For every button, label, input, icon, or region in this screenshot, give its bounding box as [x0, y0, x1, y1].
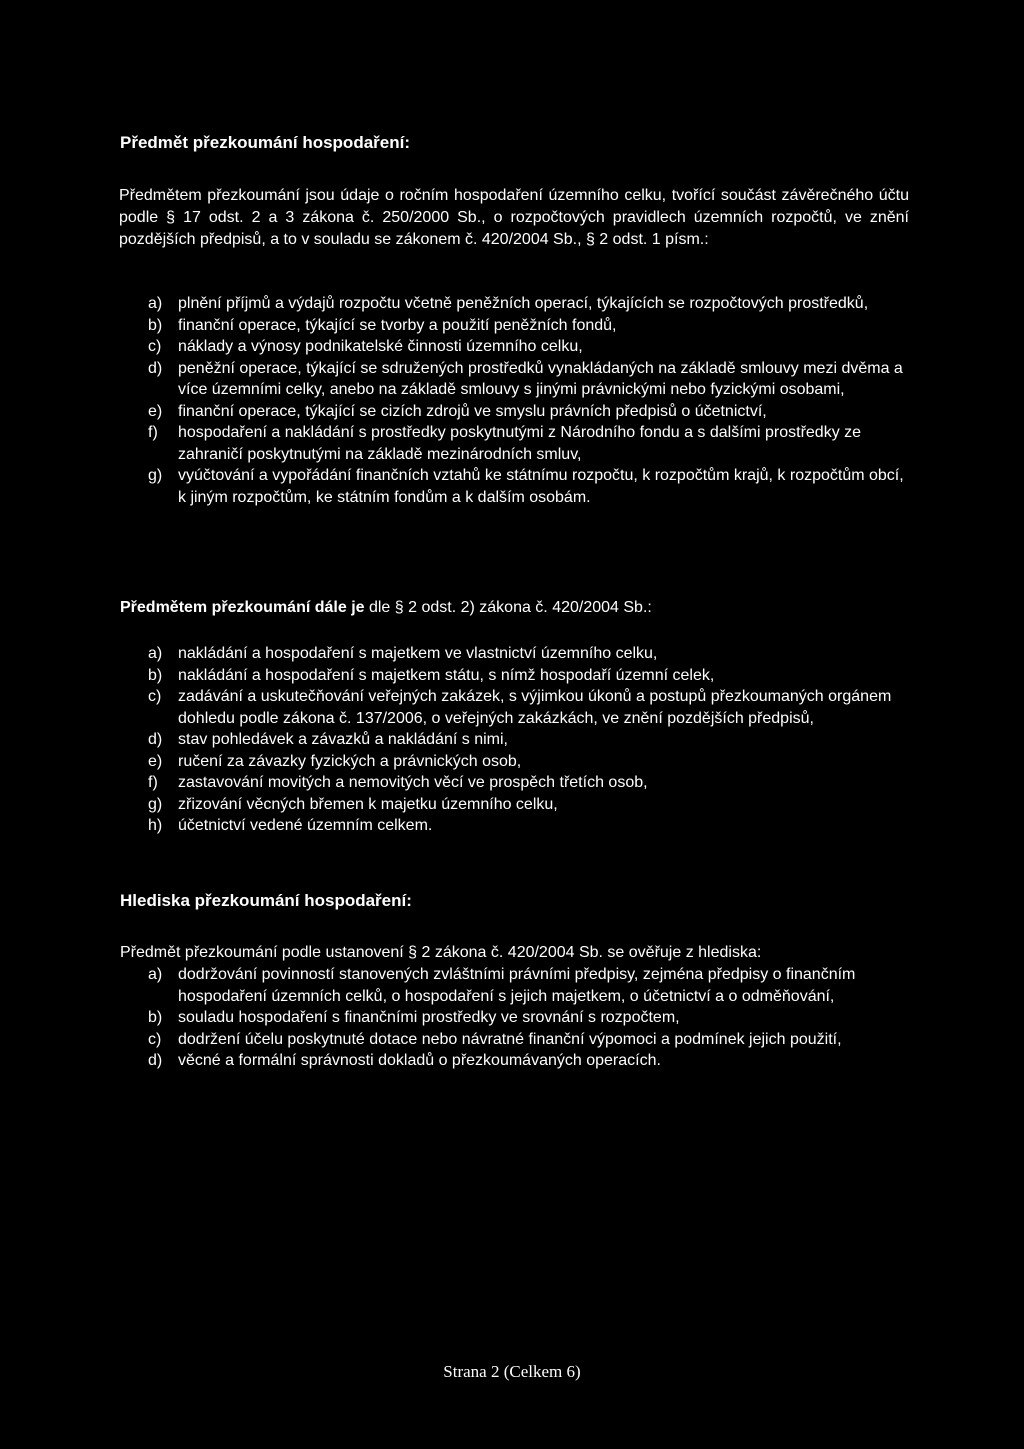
list-item-text: zadávání a uskutečňování veřejných zakázek, s výjimkou úkonů a postupů přezkoumaných orgánem dohledu podle zákona č. 137/2006, o veřejných zakázkách, ve znění pozdějších předpisů, [178, 688, 892, 727]
list-marker: d) [148, 359, 163, 377]
subject-list [0, 293, 908, 508]
list-item [0, 1007, 908, 1029]
list-item [0, 815, 908, 837]
list-item [0, 794, 908, 816]
list-item [0, 465, 908, 508]
list-item [0, 772, 908, 794]
list-item [0, 1050, 908, 1072]
list-marker: c) [148, 1030, 162, 1048]
list-item-text: dodržení účelu poskytnuté dotace nebo návratné finanční výpomoci a podmínek jejich použití, [178, 1030, 842, 1048]
list-marker: d) [148, 731, 163, 748]
list-item [0, 401, 908, 423]
further-subject-list [0, 643, 908, 837]
section-heading-aspects: Hlediska přezkoumání hospodaření: [120, 891, 412, 910]
list-marker: g) [148, 467, 163, 484]
list-item-text: plnění příjmů a výdajů rozpočtu včetně peněžních operací, týkajících se rozpočtových prostředků, [178, 295, 869, 312]
list-marker: a) [148, 295, 163, 312]
list-item-text: nakládání a hospodaření s majetkem státu, s nímž hospodaří územní celek, [178, 666, 715, 684]
list-item-text: zastavování movitých a nemovitých věcí ve prospěch třetích osob, [178, 774, 648, 791]
list-item [0, 1029, 908, 1051]
list-marker: e) [148, 752, 163, 770]
list-marker: c) [148, 338, 162, 355]
list-item [0, 665, 908, 687]
list-item [0, 358, 908, 401]
list-marker: d) [148, 1052, 163, 1069]
intro-rest-text: dle § 2 odst. 2) zákona č. 420/2004 Sb.: [364, 599, 652, 616]
list-marker: c) [148, 688, 162, 705]
list-marker: a) [148, 966, 163, 983]
list-marker: b) [148, 316, 163, 334]
list-item [0, 422, 908, 465]
page-number-footer: Strana 2 (Celkem 6) [443, 1362, 581, 1381]
list-item-text: vyúčtování a vypořádání finančních vztahů ke státnímu rozpočtu, k rozpočtům krajů, k rozpočtům obcí, k jiným rozpočtům, ke státním fondům a k dalším osobám. [178, 467, 904, 506]
list-item-text: dodržování povinností stanovených zvláštními právními předpisy, zejména předpisy o finančním hospodaření územních celků, o hospodaření s jejich majetkem, o účetnictví a o odměňování, [178, 966, 856, 1005]
list-marker: b) [148, 666, 163, 684]
list-item-text: nakládání a hospodaření s majetkem ve vlastnictví územního celku, [178, 645, 658, 662]
list-item-text: hospodaření a nakládání s prostředky poskytnutými z Národního fondu a s dalšími prostředky ze zahraničí poskytnutými na základě mezinárodních smluv, [178, 424, 862, 463]
list-item-text: stav pohledávek a závazků a nakládání s nimi, [178, 731, 508, 748]
list-item [0, 729, 908, 751]
list-marker: e) [148, 402, 163, 420]
list-item-text: finanční operace, týkající se cizích zdrojů ve smyslu právních předpisů o účetnictví, [178, 402, 767, 420]
list-marker: a) [148, 645, 163, 662]
list-item-text: finanční operace, týkající se tvorby a použití peněžních fondů, [178, 316, 617, 334]
intro-bold-text: Předmětem přezkoumání dále je [120, 599, 365, 616]
list-item-text: peněžní operace, týkající se sdružených prostředků vynakládaných na základě smlouvy mezi dvěma a více územními celky, anebo na základě smlouvy s jinými právnickými nebo fyzickými osobami, [178, 359, 903, 398]
list-item [0, 686, 908, 729]
list-item-text: účetnictví vedené územním celkem. [178, 817, 433, 834]
aspects-list [0, 964, 908, 1072]
list-marker: f) [148, 774, 158, 791]
list-item-text: věcné a formální správnosti dokladů o přezkoumávaných operacích. [178, 1052, 661, 1069]
section-intro-further-subject [120, 597, 652, 619]
list-item-text: zřizování věcných břemen k majetku územního celku, [178, 795, 558, 813]
list-item [0, 315, 908, 337]
section-intro-subject: Předmětem přezkoumání jsou údaje o ročním hospodaření územního celku, tvořící součást závěrečného účtu podle § 17 odst. 2 a 3 zákona č. 250/2000 Sb., o rozpočtových pravidlech územních rozpočtů, ve znění pozdějších předpisů, a to v souladu se zákonem č. 420/2004 Sb., § 2 odst. 1 písm.: [119, 187, 909, 248]
list-item-text: ručení za závazky fyzických a právnických osob, [178, 752, 522, 770]
list-marker: g) [148, 795, 163, 813]
list-marker: f) [148, 424, 158, 441]
list-item-text: náklady a výnosy podnikatelské činnosti územního celku, [178, 338, 583, 355]
list-marker: h) [148, 817, 163, 834]
section-heading-subject: Předmět přezkoumání hospodaření: [120, 133, 410, 152]
list-item [0, 964, 908, 1007]
list-item [0, 751, 908, 773]
list-marker: b) [148, 1009, 163, 1026]
section-intro-aspects: Předmět přezkoumání podle ustanovení § 2 zákona č. 420/2004 Sb. se ověřuje z hlediska: [120, 944, 762, 961]
list-item [0, 293, 908, 315]
list-item [0, 643, 908, 665]
list-item-text: souladu hospodaření s finančními prostředky ve srovnání s rozpočtem, [178, 1009, 680, 1026]
list-item [0, 336, 908, 358]
